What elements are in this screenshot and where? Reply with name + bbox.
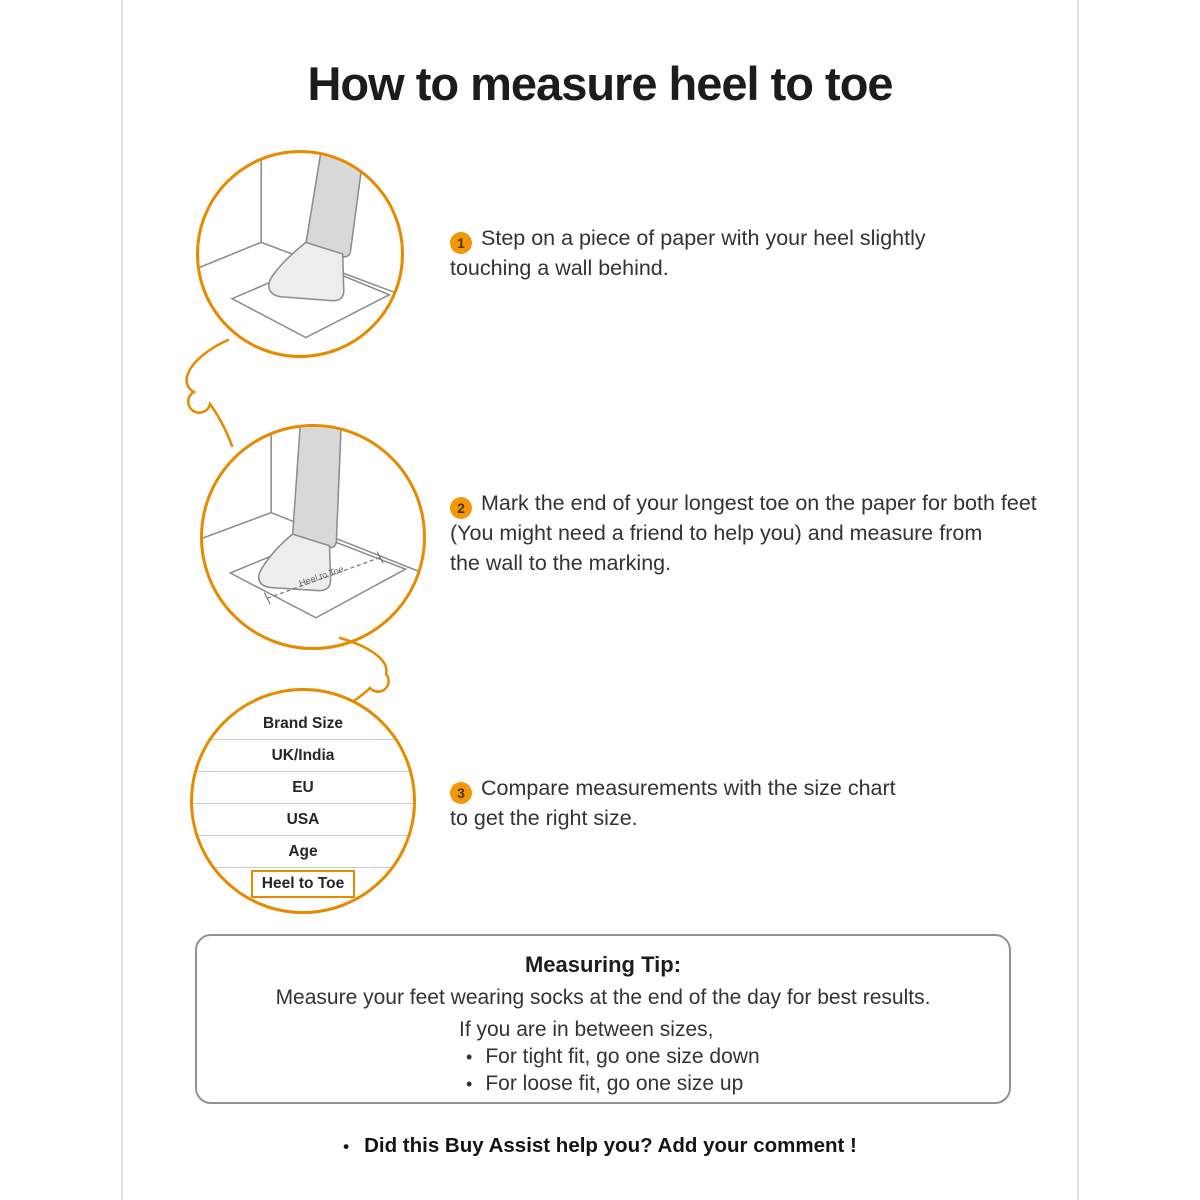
step2-illustration-circle <box>200 424 426 650</box>
measuring-tip-box <box>195 934 1011 1104</box>
step-1 <box>450 223 926 283</box>
size-chart <box>193 708 413 899</box>
size-chart-row-usa: USA <box>193 804 413 836</box>
step-1-line-2: touching a wall behind. <box>450 256 669 280</box>
bullet-icon: • <box>343 1137 350 1156</box>
size-chart-row-eu: EU <box>193 772 413 804</box>
size-chart-row-heel-to-toe <box>193 868 413 899</box>
step-2-text-1: Mark the end of your longest toe on the paper for both feet <box>481 491 1037 515</box>
size-chart-row-age: Age <box>193 836 413 868</box>
measuring-tip-line2: If you are in between sizes, <box>459 1018 714 1041</box>
step-1-number-badge: 1 <box>450 232 472 254</box>
step-3-number-badge: 3 <box>450 782 472 804</box>
foot-shape <box>269 242 344 300</box>
size-chart-illustration-circle <box>190 688 416 914</box>
step1-illustration-circle <box>196 150 404 358</box>
tip-bullet-1-text: For tight fit, go one size down <box>485 1045 760 1068</box>
heel-to-toe-highlight-box: Heel to Toe <box>251 870 355 898</box>
leg-shape <box>292 427 341 548</box>
step-3-line-1 <box>450 773 896 803</box>
foot-shape <box>259 534 331 591</box>
step-2-line-2: (You might need a friend to help you) and measure from <box>450 521 983 545</box>
bullet-icon: • <box>466 1074 473 1094</box>
footer-note-text: Did this Buy Assist help you? Add your comment ! <box>364 1134 857 1157</box>
connector-squiggle-1 <box>170 338 250 450</box>
page-border-right <box>1077 0 1079 1200</box>
step-1-text-1: Step on a piece of paper with your heel slightly <box>481 226 926 250</box>
step-3-text-1: Compare measurements with the size chart <box>481 776 896 800</box>
step-3-line-2: to get the right size. <box>450 806 638 830</box>
step-1-line-1 <box>450 223 926 253</box>
foot-on-paper-step2-icon <box>203 427 423 647</box>
step-2-line-3: the wall to the marking. <box>450 551 672 575</box>
measuring-tip-line1: Measure your feet wearing socks at the end of the day for best results. <box>275 986 931 1009</box>
footer-note <box>0 1134 1200 1158</box>
step-2-line-1 <box>450 488 1037 518</box>
measuring-tip-title: Measuring Tip: <box>524 952 682 977</box>
tip-bullet-2 <box>459 1072 1009 1096</box>
foot-on-paper-step1-icon <box>199 153 401 355</box>
step-3 <box>450 773 896 833</box>
measuring-tip-inner <box>459 1018 1009 1096</box>
tip-bullet-2-text: For loose fit, go one size up <box>485 1072 744 1095</box>
size-chart-row-brand-size: Brand Size <box>193 708 413 740</box>
leg-shape <box>305 153 364 257</box>
step-2-number-badge: 2 <box>450 497 472 519</box>
bullet-icon: • <box>466 1047 473 1067</box>
step-2 <box>450 488 1037 578</box>
tip-bullet-1 <box>459 1045 1009 1069</box>
heel-to-toe-measure-label: Heel to Toe <box>297 563 346 589</box>
page-border-left <box>121 0 123 1200</box>
page-title: How to measure heel to toe <box>307 57 893 110</box>
size-chart-row-uk-india: UK/India <box>193 740 413 772</box>
